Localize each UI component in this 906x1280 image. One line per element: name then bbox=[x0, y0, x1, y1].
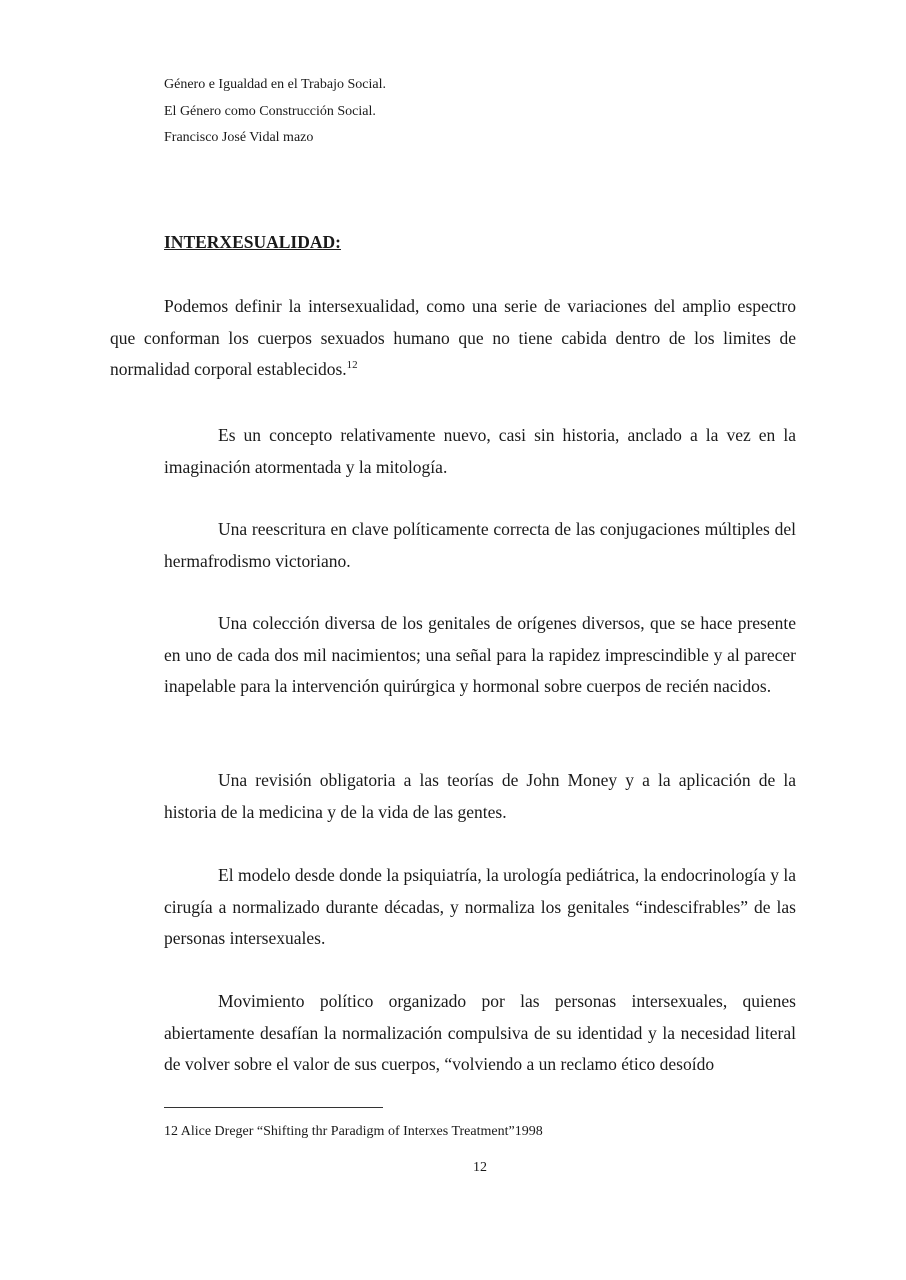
intro-text: Podemos definir la intersexualidad, como una serie de variaciones del amplio espectro que conforman los cuerpos sexuados humano que no tiene cabida dentro de los limites de normalidad corporal establecidos. bbox=[110, 296, 796, 379]
header-author: Francisco José Vidal mazo bbox=[164, 130, 314, 145]
paragraph-rewriting: Una reescritura en clave políticamente correcta de las conjugaciones múltiples del hermafrodismo victoriano. bbox=[164, 519, 796, 571]
paragraph-movement: Movimiento político organizado por las personas intersexuales, quienes abiertamente desafían la normalización compulsiva de su identidad y la necesidad literal de volver sobre el valor de sus cuerpos, “volviendo a un reclamo ético desoído bbox=[164, 991, 796, 1074]
footnote: 12 Alice Dreger “Shifting thr Paradigm of Interxes Treatment”1998 bbox=[164, 1124, 543, 1139]
running-header bbox=[164, 72, 386, 152]
paragraph-medical-model: El modelo desde donde la psiquiatría, la urología pediátrica, la endocrinología y la cirugía a normalizado durante décadas, y normaliza los genitales “indescifrables” de las personas intersexuales. bbox=[164, 865, 796, 948]
section-title: INTERXESUALIDAD: bbox=[164, 232, 341, 252]
header-chapter-title: El Género como Construcción Social. bbox=[164, 103, 376, 119]
paragraph-concept: Es un concepto relativamente nuevo, casi sin historia, anclado a la vez en la imaginación atormentada y la mitología. bbox=[164, 425, 796, 477]
footnote-separator bbox=[164, 1107, 383, 1108]
intro-paragraph bbox=[110, 291, 796, 386]
page-number: 12 bbox=[473, 1160, 487, 1175]
paragraph-genitals: Una colección diversa de los genitales de orígenes diversos, que se hace presente en uno de cada dos mil nacimientos; una señal para la rapidez imprescindible y al parecer inapelable para la intervención quirúrgica y hormonal sobre cuerpos de recién nacidos. bbox=[164, 613, 796, 696]
header-course-title: Género e Igualdad en el Trabajo Social. bbox=[164, 77, 386, 92]
paragraph-money: Una revisión obligatoria a las teorías de John Money y a la aplicación de la historia de la medicina y de la vida de las gentes. bbox=[164, 770, 796, 822]
footnote-reference[interactable]: 12 bbox=[346, 359, 358, 372]
